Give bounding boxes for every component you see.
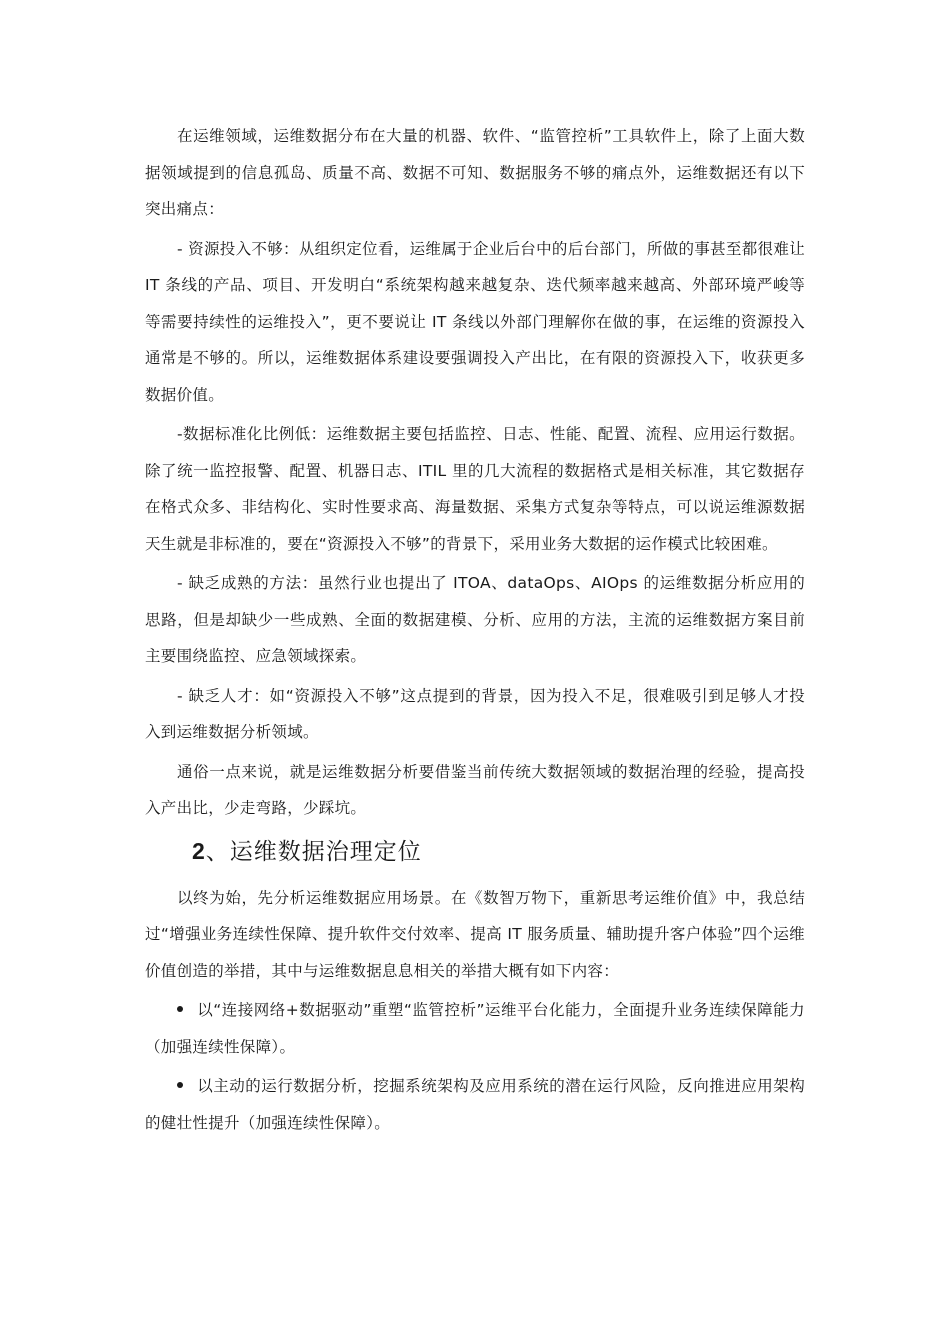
bullet-item	[145, 1068, 805, 1141]
summary-paragraph: 通俗一点来说，就是运维数据分析要借鉴当前传统大数据领域的数据治理的经验，提高投入产出比，少走弯路，少踩坑。	[145, 762, 805, 817]
bullet-dot-icon	[177, 1006, 183, 1012]
pain-point-methods: - 缺乏成熟的方法：虽然行业也提出了 ITOA、dataOps、AIOps 的运维数据分析应用的思路，但是却缺少一些成熟、全面的数据建模、分析、应用的方法，主流的运维数据方案目前主要围绕监控、应急领域探索。	[145, 574, 805, 665]
bullet-text: 以主动的运行数据分析，挖掘系统架构及应用系统的潜在运行风险，反向推进应用架构的健壮性提升（加强连续性保障）。	[145, 1077, 805, 1132]
pain-point-resource: - 资源投入不够：从组织定位看，运维属于企业后台中的后台部门，所做的事甚至都很难让 IT 条线的产品、项目、开发明白“系统架构越来越复杂、迭代频率越来越高、外部环境严峻等等需要持续性的运维投入”，更不要说让 IT 条线以外部门理解你在做的事，在运维的资源投入通常是不够的。所以，运维数据体系建设要强调投入产出比，在有限的资源投入下，收获更多数据价值。	[145, 239, 805, 404]
pain-point-standardization: -数据标准化比例低：运维数据主要包括监控、日志、性能、配置、流程、应用运行数据。除了统一监控报警、配置、机器日志、ITIL 里的几大流程的数据格式是相关标准，其它数据存在格式众多、非结构化、实时性要求高、海量数据、采集方式复杂等特点，可以说运维源数据天生就是非标准的，要在“资源投入不够”的背景下，采用业务大数据的运作模式比较困难。	[145, 425, 805, 553]
section-number: 2	[192, 837, 206, 864]
bullet-item	[145, 992, 805, 1065]
pain-point-talent: - 缺乏人才：如“资源投入不够”这点提到的背景，因为投入不足，很难吸引到足够人才投入到运维数据分析领域。	[145, 686, 805, 741]
bullet-text: 以“连接网络+数据驱动”重塑“监管控析”运维平台化能力，全面提升业务连续保障能力（加强连续性保障）。	[145, 1001, 805, 1056]
section-heading	[145, 831, 805, 872]
section-intro-paragraph: 以终为始，先分析运维数据应用场景。在《数智万物下，重新思考运维价值》中，我总结过“增强业务连续性保障、提升软件交付效率、提高 IT 服务质量、辅助提升客户体验”四个运维价值创造的举措，其中与运维数据息息相关的举措大概有如下内容：	[145, 888, 805, 980]
document-body	[145, 118, 805, 1144]
intro-paragraph: 在运维领域，运维数据分布在大量的机器、软件、“监管控析”工具软件上，除了上面大数据领域提到的信息孤岛、质量不高、数据不可知、数据服务不够的痛点外，运维数据还有以下突出痛点：	[145, 127, 805, 218]
bullet-dot-icon	[177, 1082, 183, 1088]
section-title: 、运维数据治理定位	[205, 838, 422, 865]
